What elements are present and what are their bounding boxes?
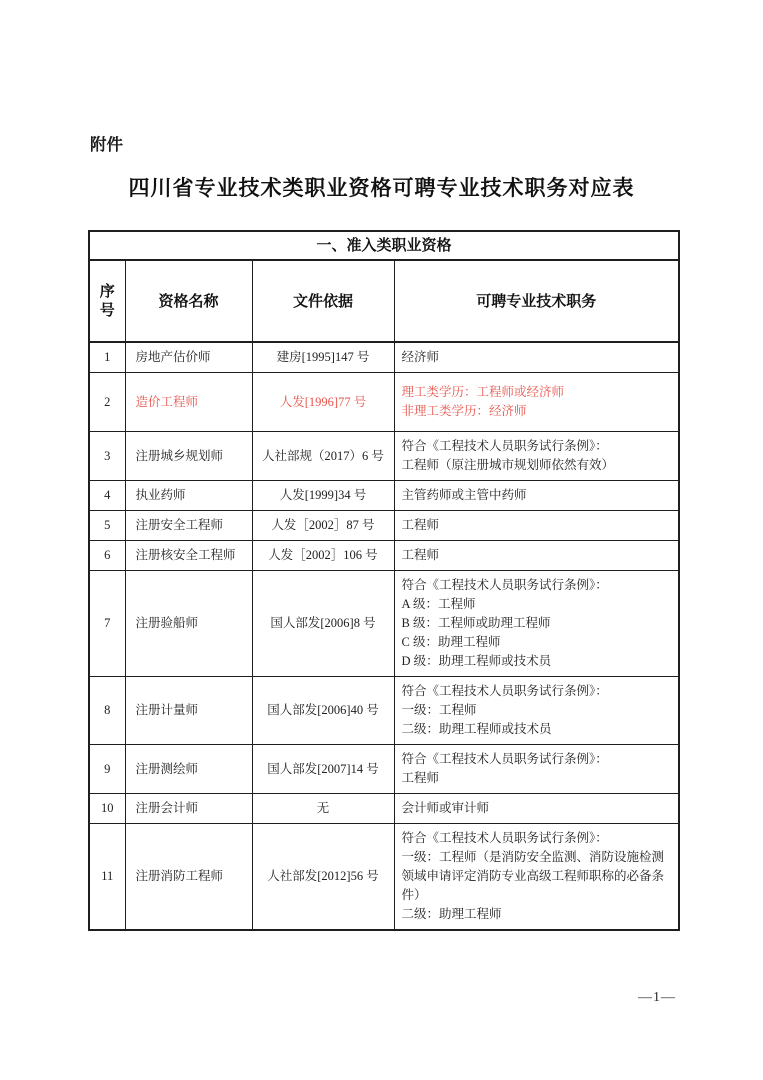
table-row bbox=[89, 541, 679, 571]
duty-line: 经济师 bbox=[401, 350, 440, 364]
row-number-cell: 6 bbox=[89, 541, 125, 571]
table-row bbox=[89, 794, 679, 824]
qualification-name-cell: 房地产估价师 bbox=[125, 342, 252, 373]
qualification-name-cell: 注册消防工程师 bbox=[125, 824, 252, 931]
duty-line: 理工类学历：工程师或经济师 bbox=[401, 385, 565, 399]
qualification-table bbox=[88, 230, 680, 931]
duty-line: 主管药师或主管中药师 bbox=[401, 488, 527, 502]
duty-line: 会计师或审计师 bbox=[401, 801, 490, 815]
qualification-name-cell: 注册验船师 bbox=[125, 571, 252, 677]
document-basis-cell: 人发[1999]34 号 bbox=[252, 481, 394, 511]
table-row bbox=[89, 745, 679, 794]
column-header-appointable-duty: 可聘专业技术职务 bbox=[394, 260, 679, 342]
appointable-duty-cell bbox=[394, 571, 679, 677]
duty-line: B 级：工程师或助理工程师 bbox=[401, 616, 551, 630]
duty-line: C 级：助理工程师 bbox=[401, 635, 501, 649]
document-basis-cell: 人社部发[2012]56 号 bbox=[252, 824, 394, 931]
appointable-duty-cell bbox=[394, 511, 679, 541]
row-number-cell: 8 bbox=[89, 677, 125, 745]
document-basis-cell: 国人部发[2007]14 号 bbox=[252, 745, 394, 794]
qualification-name-cell: 造价工程师 bbox=[125, 373, 252, 432]
qualification-name-cell: 注册核安全工程师 bbox=[125, 541, 252, 571]
document-basis-cell: 国人部发[2006]8 号 bbox=[252, 571, 394, 677]
duty-line: D 级：助理工程师或技术员 bbox=[401, 654, 552, 668]
table-body bbox=[89, 342, 679, 930]
qualification-name-cell: 注册安全工程师 bbox=[125, 511, 252, 541]
document-basis-cell: 建房[1995]147 号 bbox=[252, 342, 394, 373]
page-number: —1— bbox=[638, 990, 676, 1005]
duty-line: 符合《工程技术人员职务试行条例》： bbox=[401, 752, 608, 766]
row-number-cell: 3 bbox=[89, 432, 125, 481]
row-number-cell: 5 bbox=[89, 511, 125, 541]
duty-line: 工程师 bbox=[401, 518, 440, 532]
duty-line: 符合《工程技术人员职务试行条例》： bbox=[401, 578, 608, 592]
row-number-cell: 4 bbox=[89, 481, 125, 511]
appointable-duty-cell bbox=[394, 541, 679, 571]
section-header: 一、准入类职业资格 bbox=[89, 231, 679, 260]
qualification-name-cell: 执业药师 bbox=[125, 481, 252, 511]
duty-line: 符合《工程技术人员职务试行条例》： bbox=[401, 684, 608, 698]
duty-line: 工程师（原注册城市规划师依然有效） bbox=[401, 458, 615, 472]
attachment-label: 附件 bbox=[90, 136, 123, 154]
row-number-cell: 2 bbox=[89, 373, 125, 432]
duty-line: 二级：助理工程师 bbox=[401, 907, 502, 921]
document-basis-cell: 人发［2002］87 号 bbox=[252, 511, 394, 541]
duty-line: 工程师 bbox=[401, 548, 440, 562]
table-row bbox=[89, 511, 679, 541]
qualification-name-cell: 注册城乡规划师 bbox=[125, 432, 252, 481]
document-basis-cell: 人社部规（2017）6 号 bbox=[252, 432, 394, 481]
document-basis-cell: 无 bbox=[252, 794, 394, 824]
appointable-duty-cell bbox=[394, 824, 679, 931]
appointable-duty-cell bbox=[394, 373, 679, 432]
qualification-name-cell: 注册测绘师 bbox=[125, 745, 252, 794]
appointable-duty-cell bbox=[394, 677, 679, 745]
appointable-duty-cell bbox=[394, 794, 679, 824]
row-number-cell: 7 bbox=[89, 571, 125, 677]
qualification-name-cell: 注册会计师 bbox=[125, 794, 252, 824]
column-header-qualification-name: 资格名称 bbox=[125, 260, 252, 342]
qualification-name-cell: 注册计量师 bbox=[125, 677, 252, 745]
document-title: 四川省专业技术类职业资格可聘专业技术职务对应表 bbox=[128, 177, 635, 200]
document-basis-cell: 人发［2002］106 号 bbox=[252, 541, 394, 571]
table-row bbox=[89, 432, 679, 481]
document-basis-cell: 国人部发[2006]40 号 bbox=[252, 677, 394, 745]
document-basis-cell: 人发[1996]77 号 bbox=[252, 373, 394, 432]
appointable-duty-cell bbox=[394, 745, 679, 794]
row-number-cell: 9 bbox=[89, 745, 125, 794]
duty-line: 符合《工程技术人员职务试行条例》： bbox=[401, 439, 608, 453]
duty-line: 符合《工程技术人员职务试行条例》： bbox=[401, 831, 608, 845]
duty-line: A 级：工程师 bbox=[401, 597, 476, 611]
table-row bbox=[89, 824, 679, 931]
table-row bbox=[89, 677, 679, 745]
column-header-seq: 序号 bbox=[89, 260, 125, 342]
duty-line: 一级：工程师 bbox=[401, 703, 477, 717]
column-header-document-basis: 文件依据 bbox=[252, 260, 394, 342]
duty-line: 非理工类学历：经济师 bbox=[401, 404, 527, 418]
column-header-row bbox=[89, 260, 679, 342]
appointable-duty-cell bbox=[394, 342, 679, 373]
table-row bbox=[89, 342, 679, 373]
appointable-duty-cell bbox=[394, 481, 679, 511]
duty-line: 一级：工程师（是消防安全监测、消防设施检测领域申请评定消防专业高级工程师职称的必备条件） bbox=[401, 850, 665, 902]
section-header-row bbox=[89, 231, 679, 260]
appointable-duty-cell bbox=[394, 432, 679, 481]
table-row bbox=[89, 373, 679, 432]
row-number-cell: 1 bbox=[89, 342, 125, 373]
duty-line: 工程师 bbox=[401, 771, 440, 785]
table-row bbox=[89, 481, 679, 511]
table-row bbox=[89, 571, 679, 677]
duty-line: 二级：助理工程师或技术员 bbox=[401, 722, 552, 736]
row-number-cell: 11 bbox=[89, 824, 125, 931]
row-number-cell: 10 bbox=[89, 794, 125, 824]
